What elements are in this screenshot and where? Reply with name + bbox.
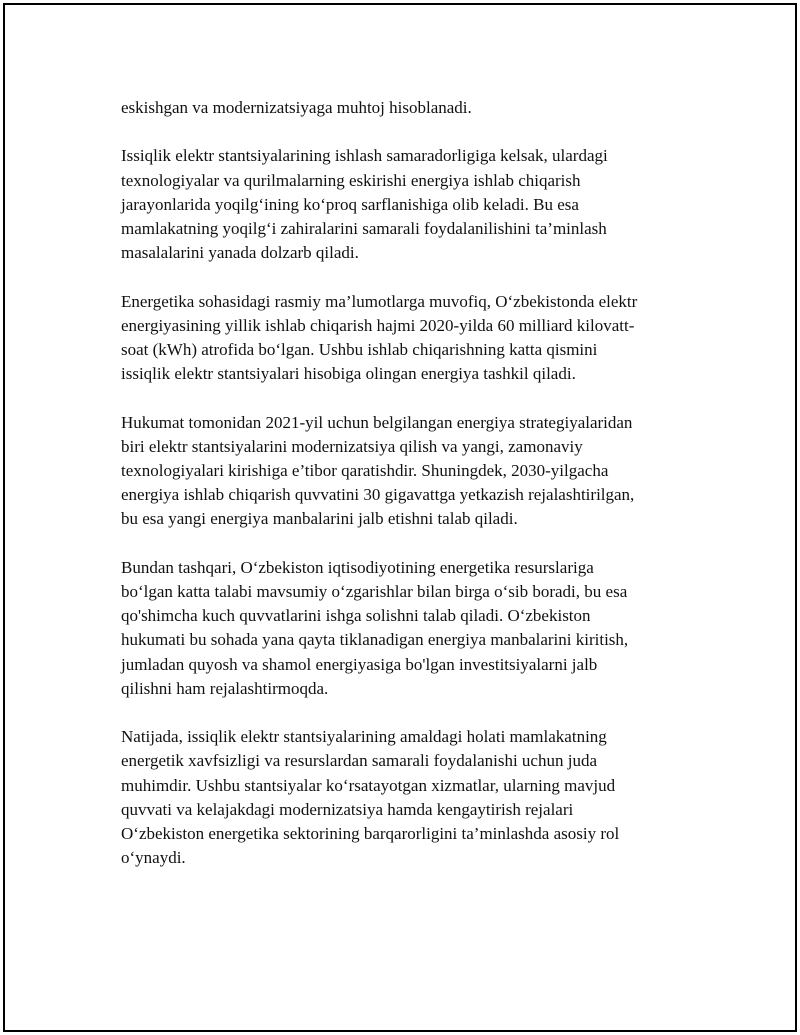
text-line: eskishgan va modernizatsiyaga muhtoj hisoblanadi. [121,98,472,117]
text-line: Natijada, issiqlik elektr stantsiyalarining amaldagi holati mamlakatning [121,727,607,747]
text-line: mamlakatning yoqilg‘i zahiralarini samarali foydalanilishini ta’minlash [121,219,607,238]
paragraph-4 [121,411,689,532]
text-line: Energetika sohasidagi rasmiy ma’lumotlarga muvofiq, O‘zbekistonda elektr [121,291,638,311]
text-line: issiqlik elektr stantsiyalari hisobiga olingan energiya tashkil qiladi. [121,364,576,384]
text-line: bu esa yangi energiya manbalarini jalb etishni talab qiladi. [121,509,518,529]
text-line: masalalarini yanada dolzarb qiladi. [121,243,359,263]
text-line: texnologiyalar va qurilmalarning eskirishi energiya ishlab chiqarish [121,170,581,190]
text-line: soat (kWh) atrofida bo‘lgan. Ushbu ishlab chiqarishning katta qismini [121,340,598,359]
text-line: biri elektr stantsiyalarini modernizatsiya qilish va yangi, zamonaviy [121,436,583,456]
paragraph-1 [121,96,689,120]
paragraph-5 [121,556,689,701]
text-line: hukumati bu sohada yana qayta tiklanadigan energiya manbalarini kiritish, [121,630,629,650]
text-line: O‘zbekiston energetika sektorining barqarorligini ta’minlashda asosiy rol [121,824,620,844]
text-line: o‘ynaydi. [121,848,186,868]
text-line: Hukumat tomonidan 2021-yil uchun belgilangan energiya strategiyalaridan [121,412,633,432]
text-line: texnologiyalari kirishiga e’tibor qaratishdir. Shuningdek, 2030-yilgacha [121,461,609,480]
paragraph-3 [121,290,689,387]
text-line: energiya ishlab chiqarish quvvatini 30 gigavattga yetkazish rejalashtirilgan, [121,485,635,505]
text-line: Bundan tashqari, O‘zbekiston iqtisodiyotining energetika resurslariga [121,557,594,577]
text-line: qilishni ham rejalashtirmoqda. [121,678,329,698]
text-line: energetik xavfsizligi va resurslardan samarali foydalanishi uchun juda [121,751,597,771]
text-line: jarayonlarida yoqilg‘ining ko‘proq sarflanishiga olib keladi. Bu esa [121,194,579,214]
text-line: Issiqlik elektr stantsiyalarining ishlash samaradorligiga kelsak, ulardagi [121,146,608,166]
text-line: muhimdir. Ushbu stantsiyalar ko‘rsatayotgan xizmatlar, ularning mavjud [121,775,616,795]
text-line: qo'shimcha kuch quvvatlarini ishga solishni talab qiladi. O‘zbekiston [121,606,591,626]
paragraph-2 [121,144,689,265]
text-line: jumladan quyosh va shamol energiyasiga bo'lgan investitsiyalarni jalb [121,654,598,674]
page-frame [3,3,797,1032]
document-body [121,96,689,895]
text-line: energiyasining yillik ishlab chiqarish hajmi 2020-yilda 60 milliard kilovatt- [121,315,635,335]
paragraph-6 [121,725,689,870]
text-line: quvvati va kelajakdagi modernizatsiya hamda kengaytirish rejalari [121,799,574,819]
text-line: bo‘lgan katta talabi mavsumiy o‘zgarishlar bilan birga o‘sib boradi, bu esa [121,582,628,601]
